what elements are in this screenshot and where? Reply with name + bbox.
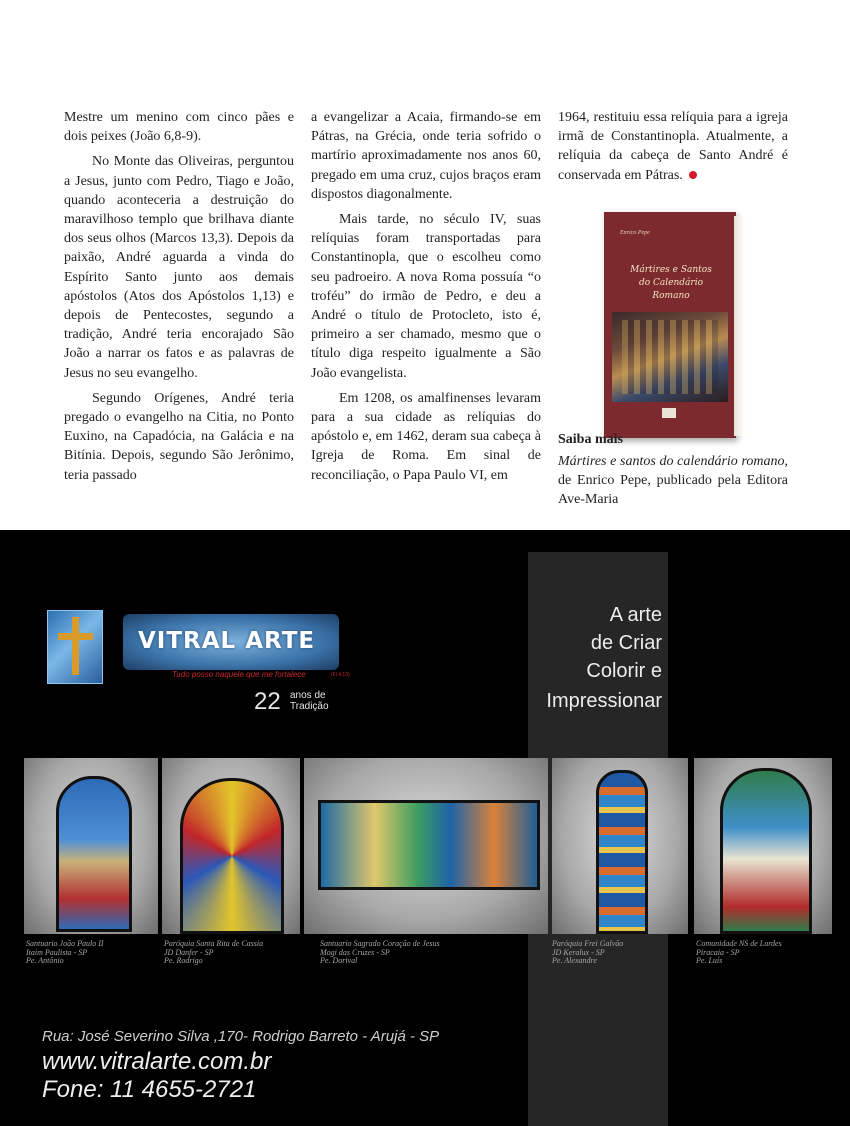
saiba-mais-text [558, 452, 788, 510]
photo-caption [164, 940, 263, 966]
vitral-arte-advertisement [0, 530, 850, 1126]
book-author: Enrico Pepe [620, 230, 650, 236]
photo-caption [320, 940, 440, 966]
photo-caption [26, 940, 104, 966]
paragraph: Mais tarde, no século IV, suas relíquias foram transportadas para Constantinopla, que o escolheu como seu padroeiro. A nova Roma possuía “o troféu” do irmão de Pedro, e deu a André o título de Protocleto, isto é, primeiro a ser chamado, mesmo que o título diga respeito igualmente a São João evangelista. [311, 212, 541, 381]
paragraph: No Monte das Oliveiras, perguntou a Jesus, junto com Pedro, Tiago e João, quando aconteceria a destruição do maravilhoso templo que brilhava diante dos seus olhos (Marcos 13,3). Depois da paixão, André aguarda a vinda do Espírito Santo junto aos demais apóstolos (Atos dos Apóstolos 1,13) e depois de Pentecostes, segundo a tradição, André teria encorajado São João a narrar os fatos e as palavras de Jesus no seu evangelho. [64, 154, 294, 381]
caption-line: JD Keralux - SP [552, 947, 605, 957]
article-column-2 [311, 108, 541, 485]
stained-glass-photo [694, 758, 832, 934]
caption-line: Pe. Dorival [320, 956, 358, 965]
paragraph: Em 1208, os amalfinenses levaram para a sua cidade as relíquias do apóstolo e, em 1462, deram sua cabeça à Igreja de Roma. Em sinal de reconciliação, o Papa Paulo VI, em [311, 390, 541, 483]
end-mark-icon [689, 171, 697, 179]
stained-glass-window [318, 800, 540, 890]
paragraph [558, 108, 788, 185]
book-title [616, 264, 726, 303]
stained-glass-window [56, 776, 132, 932]
book-pages [734, 216, 744, 436]
saiba-mais-heading: Saiba mais [558, 432, 623, 447]
caption-line: Santuario Sagrado Coração de Jesus [320, 939, 440, 948]
saiba-mais-details: , de Enrico Pepe, publicado pela Editora Ave-Maria [558, 454, 788, 508]
publisher-logo-icon [662, 408, 676, 418]
slogan-line: Colorir e [586, 660, 662, 682]
article-column-3 [558, 108, 788, 185]
caption-line: Pe. Antônio [26, 956, 64, 965]
book-cover [604, 212, 736, 438]
caption-line: JD Danfer - SP [164, 947, 214, 957]
caption-line: Mogi das Cruzes - SP [320, 947, 390, 957]
paragraph-text: 1964, restituiu essa relíquia para a igreja irmã de Constantinopla. Atualmente, a relíquia da cabeça de Santo André é conservada em Pátras. [558, 110, 788, 183]
book-title-line: Romano [652, 291, 690, 301]
caption-line: Pe. Alexandre [552, 956, 597, 965]
stained-glass-photo [162, 758, 300, 934]
photo-caption [552, 940, 623, 966]
paragraph: Segundo Orígenes, André teria pregado o evangelho na Citia, no Ponto Euxino, na Capadócia, na Galácia e na Bitínia. Depois, segundo São Jerônimo, teria passado [64, 390, 294, 483]
caption-line: Comunidade NS de Lurdes [696, 939, 782, 948]
caption-line: Itaim Paulista - SP [26, 947, 88, 957]
caption-line: Pe. Luís [696, 956, 723, 965]
years-label: Tradição [290, 701, 329, 712]
caption-line: Piracaia - SP [696, 947, 740, 957]
years-label: anos de [290, 690, 326, 701]
stained-glass-photo [304, 758, 548, 934]
logo-motto: Tudo posso naquele que me fortalece [172, 670, 306, 679]
stained-glass-window [596, 770, 648, 934]
stained-glass-photo [24, 758, 158, 934]
address: Rua: José Severino Silva ,170- Rodrigo Barreto - Arujá - SP [42, 1028, 440, 1045]
caption-line: Santuario João Paulo II [26, 939, 104, 948]
slogan-line: de Criar [590, 632, 662, 654]
book-title-line: Mártires e Santos [630, 265, 712, 275]
stained-glass-window [720, 768, 812, 934]
stained-glass-window [180, 778, 284, 934]
article-column-1 [64, 108, 294, 485]
logo-bible-reference: (Fl 4,13) [331, 672, 350, 678]
caption-line: Paróquia Frei Galvão [552, 939, 624, 948]
stained-glass-photo [552, 758, 688, 934]
stained-glass-cross-icon [47, 610, 103, 684]
saiba-mais-book-title: Mártires e santos do calendário romano [558, 454, 785, 469]
book-title-line: do Calendário [638, 278, 704, 288]
photo-caption [696, 940, 782, 966]
caption-line: Paróquia Santa Rita de Cassia [164, 939, 264, 948]
caption-line: Pe. Rodrigo [164, 956, 203, 965]
slogan-line: Impressionar [546, 690, 662, 712]
website: www.vitralarte.com.br [42, 1048, 272, 1075]
book-cover-painting [612, 312, 728, 402]
book-cover-image [604, 212, 744, 438]
logo-name: VITRAL ARTE [138, 628, 316, 654]
paragraph: a evangelizar a Acaia, firmando-se em Pátras, na Grécia, onde teria sofrido o martírio aproximadamente nos anos 60, pregado em uma cruz, cujos braços eram dispostos diagonalmente. [311, 110, 541, 202]
paragraph: Mestre um menino com cinco pães e dois peixes (João 6,8-9). [64, 110, 294, 145]
years-number: 22 [254, 688, 281, 715]
phone-number: Fone: 11 4655-2721 [42, 1076, 257, 1103]
slogan-line: A arte [609, 604, 662, 626]
